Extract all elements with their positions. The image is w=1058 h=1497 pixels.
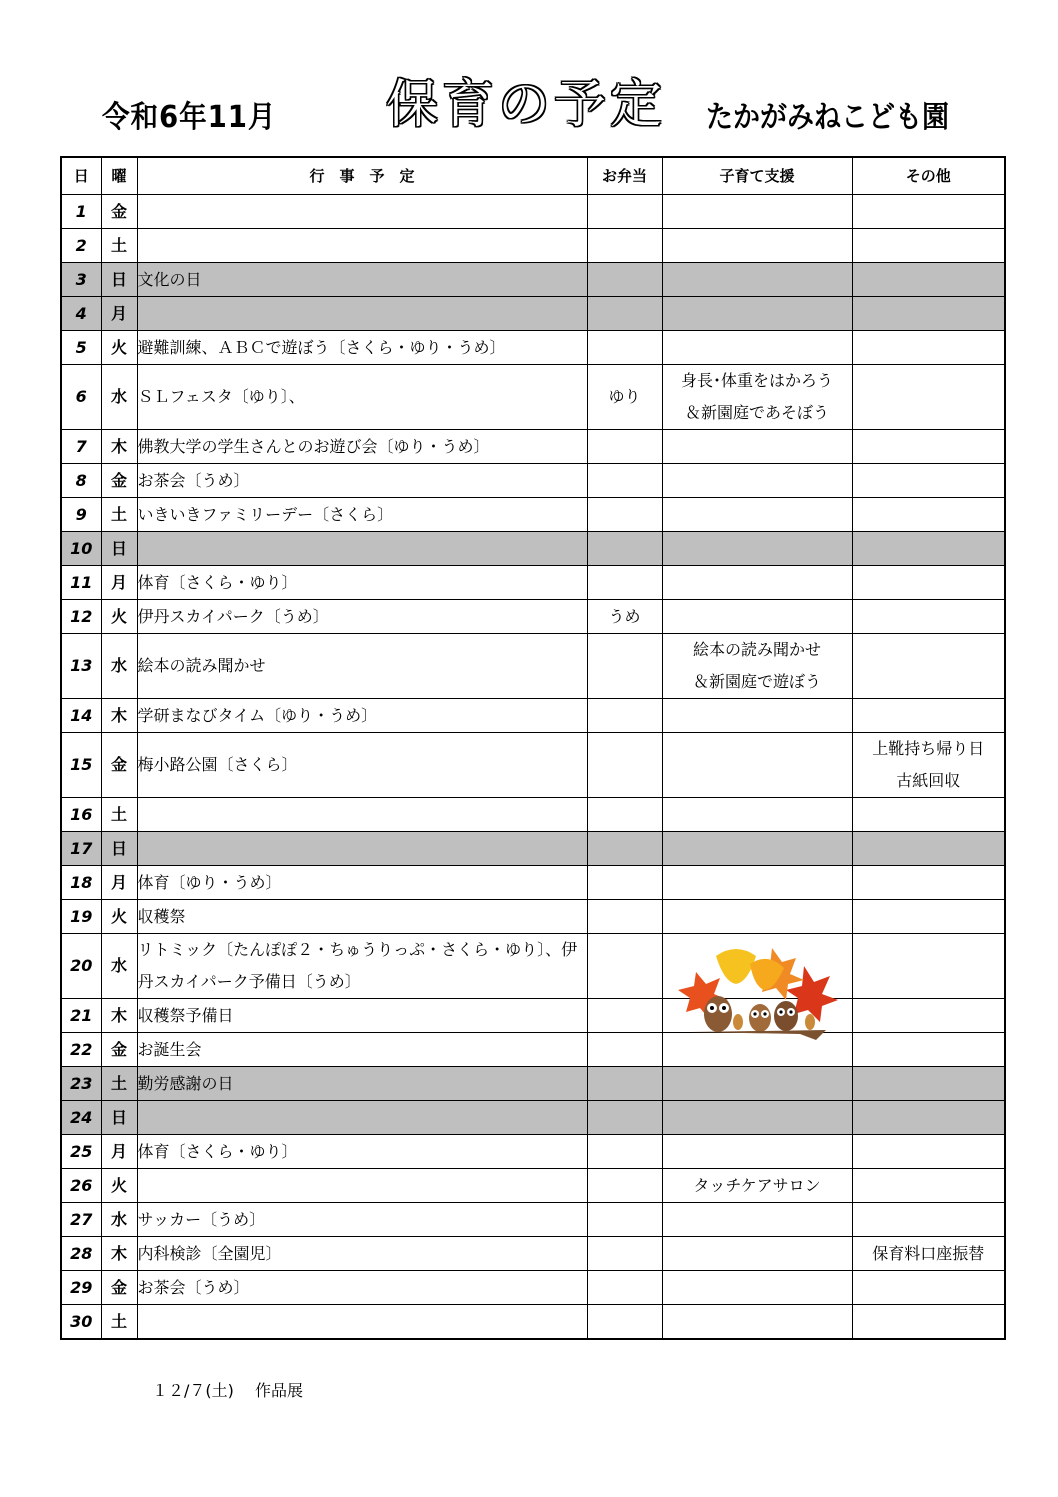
bento-cell: ゆり [587,365,662,430]
bento-cell [587,1101,662,1135]
col-header-bento: お弁当 [587,157,662,195]
event-cell [137,1305,587,1340]
table-row [61,1033,1005,1067]
acorn-icon [733,1014,815,1030]
weekday-cell: 火 [101,1169,137,1203]
day-cell: 6 [61,365,101,430]
bento-cell [587,798,662,832]
weekday-cell: 日 [101,1101,137,1135]
col-header-event: 行 事 予 定 [137,157,587,195]
support-cell [662,263,852,297]
bento-cell [587,263,662,297]
table-header-row [61,157,1005,195]
table-row [61,600,1005,634]
event-cell: 体育〔ゆり・うめ〕 [137,866,587,900]
event-cell [137,1169,587,1203]
page-title: 保育の予定 [386,75,667,135]
table-row [61,1271,1005,1305]
col-header-support: 子育て支援 [662,157,852,195]
bento-cell [587,297,662,331]
table-row [61,430,1005,464]
day-cell: 1 [61,195,101,229]
bento-cell [587,1033,662,1067]
support-cell [662,866,852,900]
table-row [61,1305,1005,1340]
day-cell: 26 [61,1169,101,1203]
owl-icon [704,996,798,1032]
day-cell: 25 [61,1135,101,1169]
bento-cell [587,733,662,798]
table-row [61,832,1005,866]
support-cell [662,430,852,464]
bento-cell [587,498,662,532]
table-row [61,699,1005,733]
bento-cell [587,934,662,999]
support-cell [662,798,852,832]
bento-cell [587,1305,662,1340]
other-cell [852,297,1005,331]
day-cell: 3 [61,263,101,297]
bento-cell [587,331,662,365]
day-cell: 14 [61,699,101,733]
support-cell [662,1237,852,1271]
table-row [61,229,1005,263]
event-cell: サッカー〔うめ〕 [137,1203,587,1237]
autumn-leaves-owls-illustration [676,942,846,1044]
support-cell [662,900,852,934]
weekday-cell: 火 [101,900,137,934]
table-row [61,498,1005,532]
support-cell [662,699,852,733]
table-row [61,365,1005,430]
event-cell: 梅小路公園〔さくら〕 [137,733,587,798]
day-cell: 27 [61,1203,101,1237]
weekday-cell: 月 [101,566,137,600]
support-cell [662,532,852,566]
support-cell [662,566,852,600]
schedule-table [60,156,1006,1340]
header-date: 令和6年11月 [102,100,277,135]
other-cell [852,1033,1005,1067]
weekday-cell: 火 [101,331,137,365]
event-cell: お誕生会 [137,1033,587,1067]
support-cell [662,464,852,498]
other-cell [852,832,1005,866]
support-cell [662,1203,852,1237]
table-row [61,1203,1005,1237]
bento-cell [587,1169,662,1203]
support-cell [662,498,852,532]
support-cell [662,1305,852,1340]
event-cell: 佛教大学の学生さんとのお遊び会〔ゆり・うめ〕 [137,430,587,464]
weekday-cell: 木 [101,430,137,464]
day-cell: 5 [61,331,101,365]
day-cell: 23 [61,1067,101,1101]
bento-cell [587,566,662,600]
other-cell [852,229,1005,263]
weekday-cell: 土 [101,798,137,832]
other-cell [852,934,1005,999]
other-cell: 保育料口座振替 [852,1237,1005,1271]
other-cell: 上靴持ち帰り日 古紙回収 [852,733,1005,798]
table-row [61,263,1005,297]
support-cell [662,1101,852,1135]
other-cell [852,1305,1005,1340]
bento-cell [587,866,662,900]
weekday-cell: 月 [101,866,137,900]
event-cell: 体育〔さくら・ゆり〕 [137,566,587,600]
col-header-other: その他 [852,157,1005,195]
table-row [61,733,1005,798]
day-cell: 11 [61,566,101,600]
branch-icon [690,1030,826,1040]
bento-cell [587,532,662,566]
table-row [61,798,1005,832]
table-row [61,195,1005,229]
other-cell [852,365,1005,430]
other-cell [852,600,1005,634]
event-cell: 文化の日 [137,263,587,297]
table-row [61,464,1005,498]
bento-cell: うめ [587,600,662,634]
table-row [61,999,1005,1033]
bento-cell [587,1203,662,1237]
day-cell: 24 [61,1101,101,1135]
event-cell: 学研まなびタイム〔ゆり・うめ〕 [137,699,587,733]
weekday-cell: 土 [101,1067,137,1101]
day-cell: 28 [61,1237,101,1271]
table-row [61,900,1005,934]
day-cell: 22 [61,1033,101,1067]
bento-cell [587,634,662,699]
bento-cell [587,1067,662,1101]
event-cell: 避難訓練、ＡＢＣで遊ぼう〔さくら・ゆり・うめ〕 [137,331,587,365]
other-cell [852,900,1005,934]
weekday-cell: 金 [101,195,137,229]
support-cell [662,331,852,365]
table-row [61,566,1005,600]
bento-cell [587,430,662,464]
event-cell: 体育〔さくら・ゆり〕 [137,1135,587,1169]
event-cell [137,798,587,832]
support-cell: 身長･体重をはかろう ＆新園庭であそぼう [662,365,852,430]
day-cell: 29 [61,1271,101,1305]
bento-cell [587,699,662,733]
support-cell [662,1135,852,1169]
weekday-cell: 水 [101,365,137,430]
day-cell: 9 [61,498,101,532]
table-row [61,866,1005,900]
table-row [61,1101,1005,1135]
bento-cell [587,195,662,229]
support-cell: 絵本の読み聞かせ ＆新園庭で遊ぼう [662,634,852,699]
event-cell: 収穫祭予備日 [137,999,587,1033]
other-cell [852,1135,1005,1169]
other-cell [852,331,1005,365]
table-row [61,331,1005,365]
day-cell: 4 [61,297,101,331]
event-cell: 勤労感謝の日 [137,1067,587,1101]
event-cell: 絵本の読み聞かせ [137,634,587,699]
support-cell [662,600,852,634]
day-cell: 19 [61,900,101,934]
other-cell [852,566,1005,600]
bento-cell [587,1271,662,1305]
weekday-cell: 水 [101,934,137,999]
day-cell: 2 [61,229,101,263]
other-cell [852,699,1005,733]
day-cell: 13 [61,634,101,699]
day-cell: 8 [61,464,101,498]
other-cell [852,999,1005,1033]
day-cell: 30 [61,1305,101,1340]
table-row [61,532,1005,566]
col-header-weekday: 曜 [101,157,137,195]
bento-cell [587,1237,662,1271]
weekday-cell: 土 [101,229,137,263]
event-cell: お茶会〔うめ〕 [137,464,587,498]
event-cell [137,1101,587,1135]
bento-cell [587,1135,662,1169]
other-cell [852,464,1005,498]
weekday-cell: 金 [101,1271,137,1305]
day-cell: 16 [61,798,101,832]
weekday-cell: 金 [101,1033,137,1067]
support-cell [662,1271,852,1305]
table-row [61,934,1005,999]
support-cell [662,229,852,263]
weekday-cell: 月 [101,297,137,331]
weekday-cell: 木 [101,1237,137,1271]
event-cell: お茶会〔うめ〕 [137,1271,587,1305]
support-cell [662,297,852,331]
bento-cell [587,999,662,1033]
table-row [61,634,1005,699]
footnote: １２/７(土) 作品展 [152,1381,303,1400]
other-cell [852,430,1005,464]
weekday-cell: 金 [101,464,137,498]
weekday-cell: 日 [101,832,137,866]
other-cell [852,866,1005,900]
weekday-cell: 木 [101,999,137,1033]
weekday-cell: 日 [101,263,137,297]
event-cell [137,229,587,263]
event-cell: ＳＬフェスタ〔ゆり〕、 [137,365,587,430]
day-cell: 17 [61,832,101,866]
event-cell [137,297,587,331]
weekday-cell: 月 [101,1135,137,1169]
day-cell: 10 [61,532,101,566]
other-cell [852,195,1005,229]
table-row [61,1169,1005,1203]
other-cell [852,498,1005,532]
event-cell: 内科検診〔全園児〕 [137,1237,587,1271]
other-cell [852,1101,1005,1135]
table-row [61,1067,1005,1101]
school-name: たかがみねこども園 [706,100,949,135]
col-header-day: 日 [61,157,101,195]
day-cell: 21 [61,999,101,1033]
table-row [61,1237,1005,1271]
weekday-cell: 水 [101,634,137,699]
weekday-cell: 金 [101,733,137,798]
event-cell: リトミック〔たんぽぽ２・ちゅうりっぷ・さくら・ゆり〕、伊丹スカイパーク予備日〔うめ〕 [137,934,587,999]
event-cell [137,832,587,866]
support-cell [662,832,852,866]
weekday-cell: 土 [101,498,137,532]
weekday-cell: 土 [101,1305,137,1340]
event-cell: いきいきファミリーデー〔さくら〕 [137,498,587,532]
support-cell [662,733,852,798]
bento-cell [587,900,662,934]
table-row [61,297,1005,331]
support-cell [662,195,852,229]
event-cell [137,195,587,229]
day-cell: 18 [61,866,101,900]
event-cell: 収穫祭 [137,900,587,934]
table-row [61,1135,1005,1169]
day-cell: 15 [61,733,101,798]
other-cell [852,532,1005,566]
other-cell [852,1169,1005,1203]
weekday-cell: 水 [101,1203,137,1237]
other-cell [852,263,1005,297]
support-cell: タッチケアサロン [662,1169,852,1203]
other-cell [852,798,1005,832]
event-cell [137,532,587,566]
weekday-cell: 木 [101,699,137,733]
bento-cell [587,229,662,263]
day-cell: 12 [61,600,101,634]
weekday-cell: 火 [101,600,137,634]
weekday-cell: 日 [101,532,137,566]
other-cell [852,1067,1005,1101]
event-cell: 伊丹スカイパーク〔うめ〕 [137,600,587,634]
bento-cell [587,464,662,498]
other-cell [852,634,1005,699]
bento-cell [587,832,662,866]
day-cell: 7 [61,430,101,464]
day-cell: 20 [61,934,101,999]
other-cell [852,1271,1005,1305]
support-cell [662,1067,852,1101]
other-cell [852,1203,1005,1237]
